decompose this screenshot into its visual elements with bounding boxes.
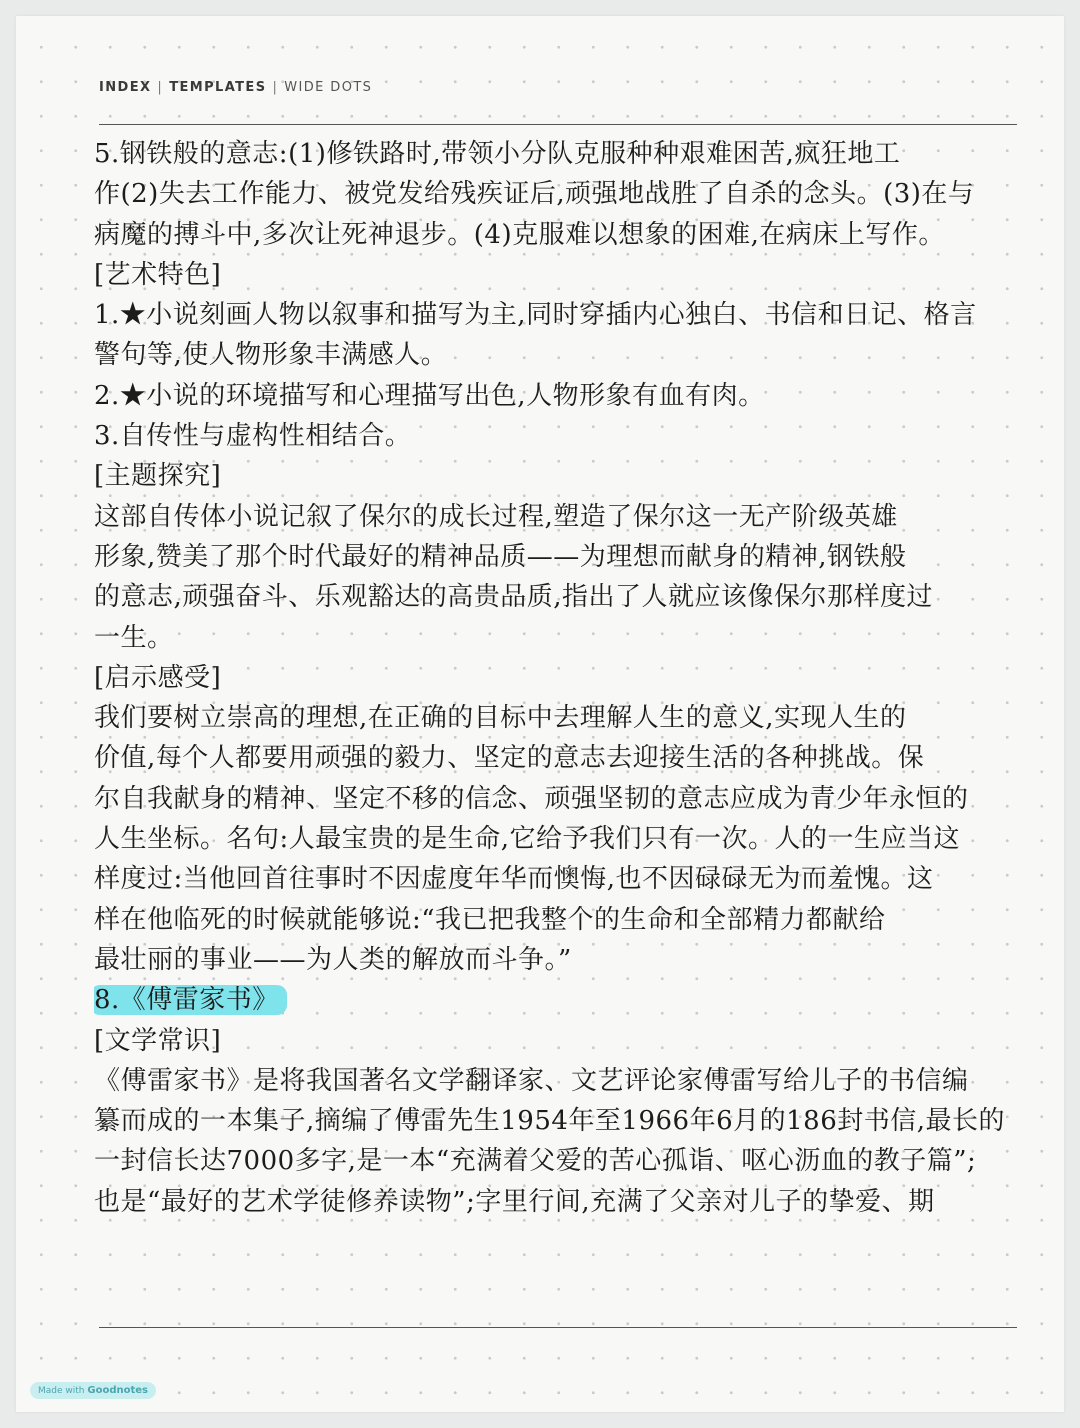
note-line: 样度过:当他回首往事时不因虚度年华而懊悔,也不因碌碌无为而羞愧。这 xyxy=(94,864,934,895)
note-line: 一封信长达7000多字,是一本“充满着父爱的苦心孤诣、呕心沥血的教子篇”; xyxy=(94,1146,977,1177)
note-line: 样在他临死的时候就能够说:“我已把我整个的生命和全部精力都献给 xyxy=(94,904,886,935)
section-heading: [主题探究] xyxy=(94,461,222,492)
notebook-page xyxy=(16,16,1064,1412)
note-line: 3.自传性与虚构性相结合。 xyxy=(94,421,412,452)
highlighted-book-title: 8.《傅雷家书》 xyxy=(94,985,287,1015)
note-line: 也是“最好的艺术学徒修养读物”;字里行间,充满了父亲对儿子的挚爱、期 xyxy=(94,1186,935,1217)
header-template-name: WIDE DOTS xyxy=(284,80,373,95)
page-header xyxy=(99,80,372,95)
header-templates-link[interactable]: TEMPLATES xyxy=(169,80,267,95)
note-line: 5.钢铁般的意志:(1)修铁路时,带领小分队克服种种艰难困苦,疯狂地工 xyxy=(94,139,901,169)
note-line: 人生坐标。名句:人最宝贵的是生命,它给予我们只有一次。人的一生应当这 xyxy=(94,824,961,855)
note-line: 价值,每个人都要用顽强的毅力、坚定的意志去迎接生活的各种挑战。保 xyxy=(94,743,925,774)
handwritten-notes xyxy=(94,134,1019,1222)
top-divider xyxy=(99,124,1017,125)
header-index-link[interactable]: INDEX xyxy=(99,80,152,95)
section-heading: [启示感受] xyxy=(94,662,222,693)
note-line: 1.★小说刻画人物以叙事和描写为主,同时穿插内心独白、书信和日记、格言 xyxy=(94,300,977,331)
note-line: 的意志,顽强奋斗、乐观豁达的高贵品质,指出了人就应该像保尔那样度过 xyxy=(94,582,934,613)
section-heading: [艺术特色] xyxy=(94,259,222,290)
note-line: 作(2)失去工作能力、被党发给残疾证后,顽强地战胜了自杀的念头。(3)在与 xyxy=(94,179,975,210)
note-line: 纂而成的一本集子,摘编了傅雷先生1954年至1966年6月的186封书信,最长的 xyxy=(94,1106,1006,1137)
header-separator: | xyxy=(272,80,279,95)
note-line: 这部自传体小说记叙了保尔的成长过程,塑造了保尔这一无产阶级英雄 xyxy=(94,501,898,532)
note-line: 形象,赞美了那个时代最好的精神品质——为理想而献身的精神,钢铁般 xyxy=(94,541,907,572)
watermark-brand: Goodnotes xyxy=(87,1385,148,1396)
section-heading: [文学常识] xyxy=(94,1025,222,1056)
made-with-goodnotes-badge xyxy=(30,1382,156,1399)
note-line: 病魔的搏斗中,多次让死神退步。(4)克服难以想象的困难,在病床上写作。 xyxy=(94,219,945,250)
note-line: 尔自我献身的精神、坚定不移的信念、顽强坚韧的意志应成为青少年永恒的 xyxy=(94,783,969,814)
note-line: 警句等,使人物形象丰满感人。 xyxy=(94,340,448,371)
note-line: 《傅雷家书》是将我国著名文学翻译家、文艺评论家傅雷写给儿子的书信编 xyxy=(94,1065,969,1096)
highlighted-title-line xyxy=(94,980,1019,1020)
note-line: 最壮丽的事业——为人类的解放而斗争。” xyxy=(94,944,572,975)
note-line: 2.★小说的环境描写和心理描写出色,人物形象有血有肉。 xyxy=(94,380,765,411)
note-line: 我们要树立崇高的理想,在正确的目标中去理解人生的意义,实现人生的 xyxy=(94,703,907,734)
bottom-divider xyxy=(99,1327,1017,1328)
note-line: 一生。 xyxy=(94,622,174,653)
header-separator: | xyxy=(157,80,164,95)
watermark-prefix: Made with xyxy=(38,1386,85,1396)
